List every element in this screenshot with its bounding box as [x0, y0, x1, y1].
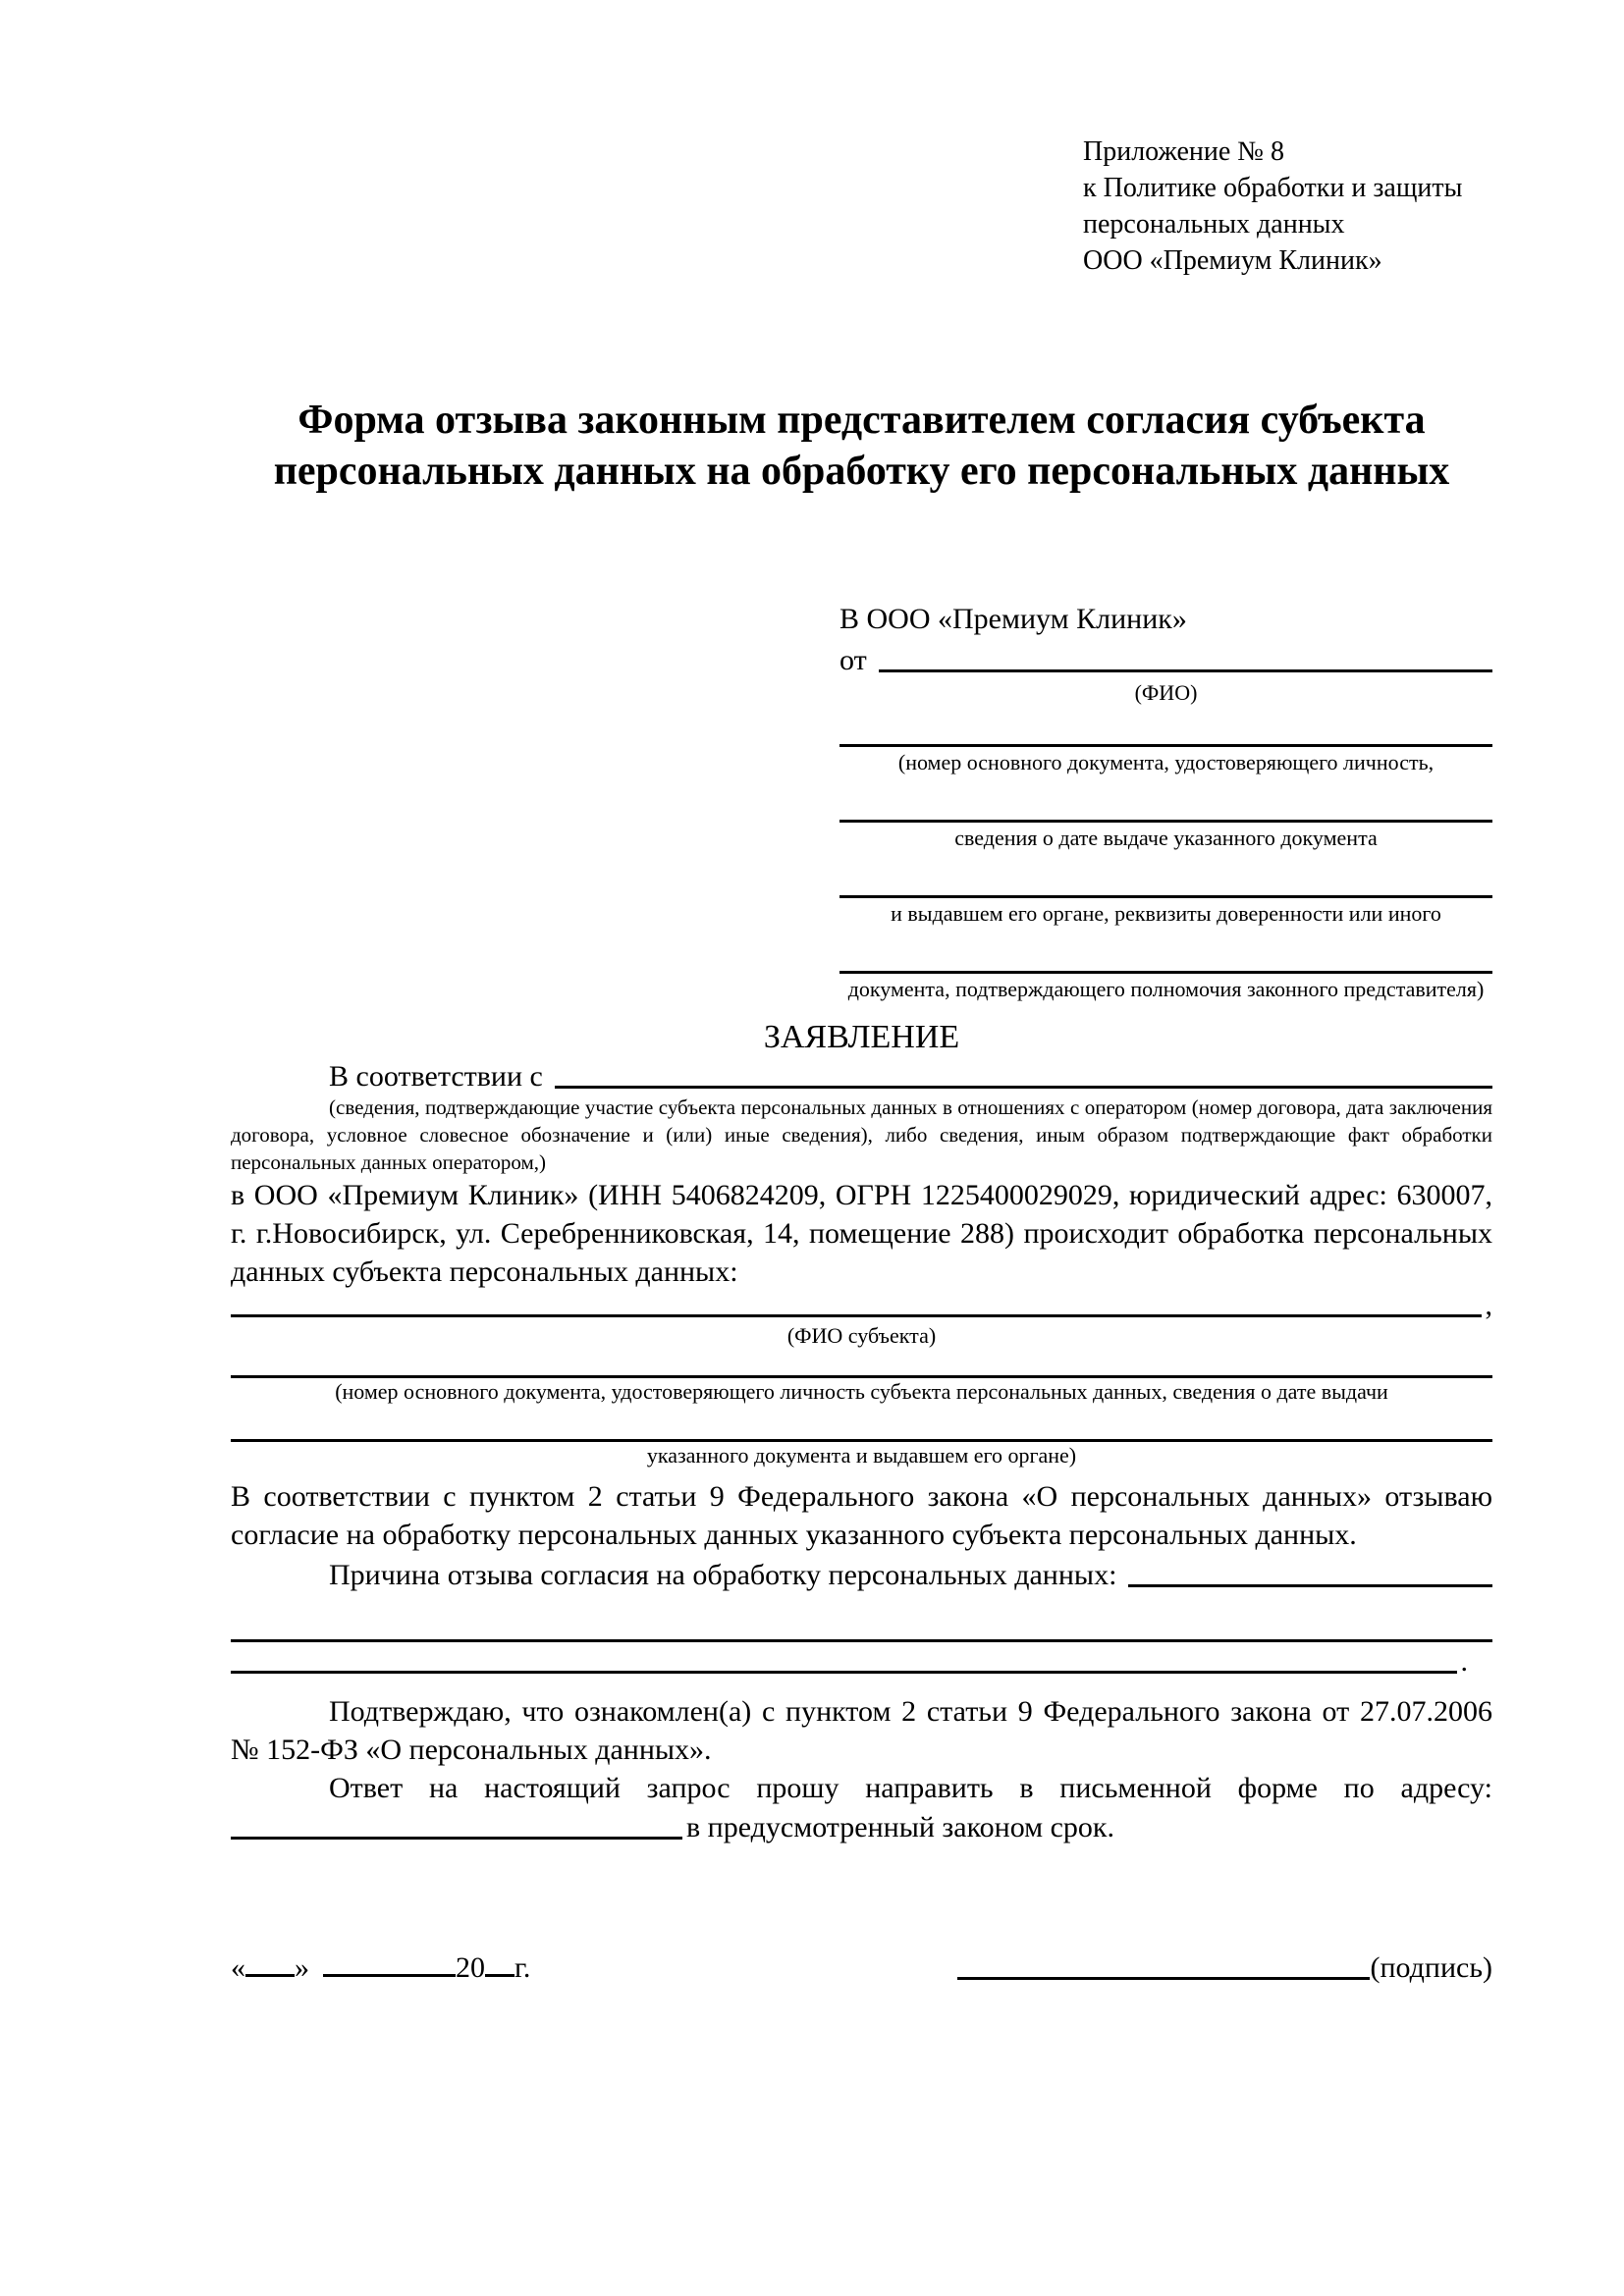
signature-line	[957, 1977, 1370, 1980]
subject-doc-caption-2: указанного документа и выдавшем его органе)	[646, 1443, 1077, 1468]
operator-paragraph: в ООО «Премиум Клиник» (ИНН 5406824209, ОГРН 1225400029029, юридический адрес: 630007, г. г.Новосибирск, ул. Серебренниковская, 14, помещение 288) происходит обработка персональных данных субъекта персональных данных:	[231, 1179, 1492, 1288]
date-day-line	[245, 1970, 295, 1977]
date-quote-close: »	[295, 1951, 309, 1984]
reason-extra-line-2	[231, 1671, 1457, 1674]
signature-caption: (подпись)	[1370, 1951, 1492, 1984]
id-doc-line-1	[839, 707, 1492, 747]
document-title-line: персональных данных на обработку его персональных данных	[273, 449, 1450, 494]
date-group	[231, 1951, 530, 1985]
id-doc-caption-2: сведения о дате выдаче указанного документа	[954, 826, 1378, 850]
header-note-line: к Политике обработки и защиты	[1083, 173, 1463, 203]
date-year-prefix: 20	[456, 1951, 485, 1984]
intro-row	[231, 1060, 1492, 1094]
id-doc-line-3	[839, 851, 1492, 898]
document-title-line: Форма отзыва законным представителем согласия субъекта	[298, 398, 1426, 443]
header-note-line: Приложение № 8	[1083, 136, 1284, 167]
statement-body	[231, 1060, 1492, 1844]
document-title	[231, 395, 1492, 497]
date-quote-open: «	[231, 1951, 245, 1984]
header-note-line: персональных данных	[1083, 209, 1345, 240]
id-doc-caption-1: (номер основного документа, удостоверяющего личность,	[897, 750, 1435, 774]
id-doc-line-2	[839, 775, 1492, 823]
answer-paragraph: Ответ на настоящий запрос прошу направить в письменной форме по адресу:	[329, 1772, 1492, 1804]
date-month-line	[323, 1970, 456, 1977]
from-label: от	[839, 644, 867, 676]
reason-period: .	[1460, 1645, 1468, 1678]
header-note-line: ООО «Премиум Клиник»	[1083, 245, 1382, 276]
subject-fio-row	[231, 1291, 1492, 1322]
answer-address-row	[231, 1807, 1492, 1844]
reason-fill-line	[1128, 1584, 1492, 1587]
fio-caption: (ФИО)	[1134, 680, 1198, 705]
addressee-to: В ООО «Премиум Клиник»	[839, 603, 1187, 635]
subject-doc-caption-1: (номер основного документа, удостоверяющего личность субъекта персональных данных, сведения о дате выдачи	[335, 1379, 1388, 1404]
reason-extra-line-1	[231, 1592, 1492, 1642]
answer-tail: в предусмотренный законом срок.	[686, 1811, 1114, 1843]
header-note	[1083, 133, 1462, 279]
subject-fio-caption: (ФИО субъекта)	[786, 1323, 937, 1348]
subject-doc-line-2	[231, 1406, 1492, 1442]
intro-label: В соответствии с	[329, 1060, 543, 1093]
intro-caption: (сведения, подтверждающие участие субъекта персональных данных в отношениях с оператором (номер договора, дата заключения договора, условное словесное обозначение и (или) иные сведения), либо сведения, иным образом подтверждающие факт обработки персональных данных оператором,)	[231, 1095, 1492, 1174]
statement-heading: ЗАЯВЛЕНИЕ	[763, 1019, 960, 1055]
id-doc-caption-3: и выдавшем его органе, реквизиты доверенности или иного	[891, 901, 1441, 926]
from-fill-line	[879, 669, 1492, 672]
subject-fio-line	[231, 1314, 1482, 1317]
subject-doc-line-1	[231, 1350, 1492, 1378]
subject-fio-comma: ,	[1485, 1289, 1492, 1321]
id-doc-caption-4: документа, подтверждающего полномочия законного представителя)	[847, 977, 1485, 1001]
reason-row	[231, 1554, 1492, 1592]
date-year-line	[485, 1970, 514, 1977]
reason-extra-row-2	[231, 1642, 1468, 1679]
id-doc-line-4	[839, 927, 1492, 974]
from-row	[839, 642, 1492, 677]
reason-label: Причина отзыва согласия на обработку персональных данных:	[329, 1559, 1117, 1591]
answer-address-line	[231, 1837, 682, 1840]
confirm-paragraph: Подтверждаю, что ознакомлен(а) с пунктом 2 статьи 9 Федерального закона от 27.07.2006 № 152-ФЗ «О персональных данных».	[231, 1695, 1492, 1766]
addressee-block	[839, 603, 1492, 1002]
date-year-suffix: г.	[514, 1951, 531, 1984]
footer-row	[231, 1946, 1492, 1985]
withdraw-paragraph: В соответствии с пунктом 2 статьи 9 Федерального закона «О персональных данных» отзываю согласие на обработку персональных данных указанного субъекта персональных данных.	[231, 1480, 1492, 1551]
intro-fill-line	[555, 1086, 1492, 1089]
signature-group	[957, 1951, 1492, 1985]
